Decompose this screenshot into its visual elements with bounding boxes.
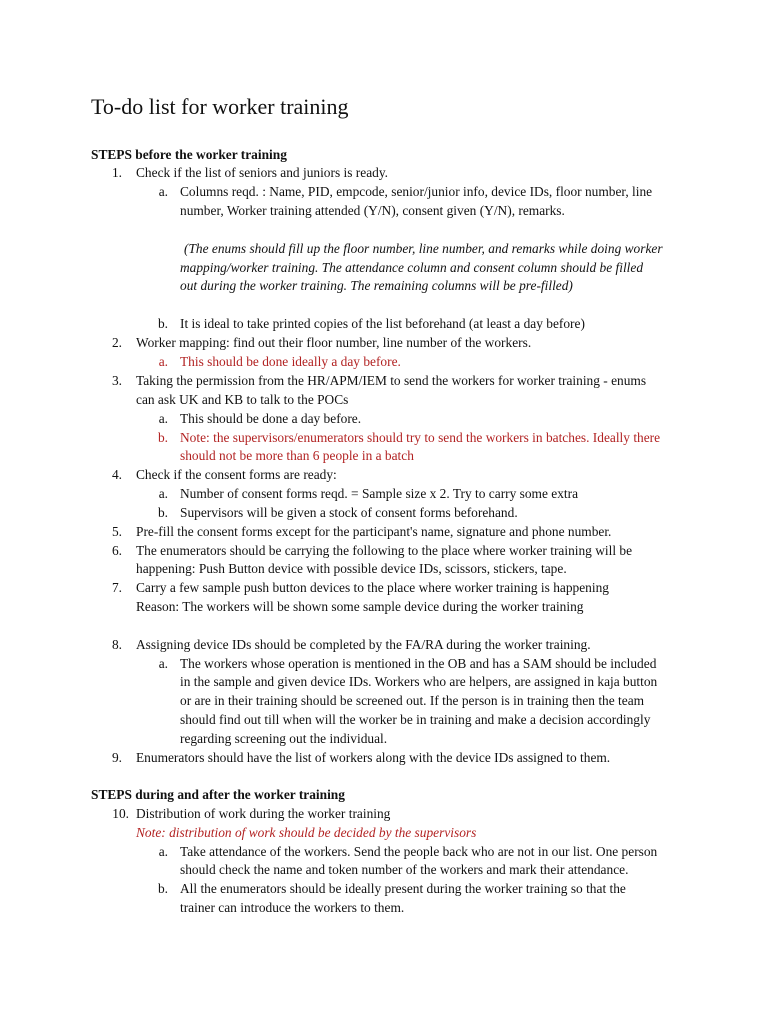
sub-item-text: All the enumerators should be ideally present during the worker training so that the bbox=[180, 881, 626, 896]
sub-item-text-red: Note: the supervisors/enumerators should try to send the workers in batches. Ideally there bbox=[180, 430, 661, 445]
list-item-text: Distribution of work during the worker training bbox=[136, 806, 391, 821]
list-number: 9. bbox=[111, 750, 122, 765]
list-item-text: Reason: The workers will be shown some sample device during the worker training bbox=[136, 599, 584, 614]
list-number: 5. bbox=[111, 524, 122, 539]
sub-item-text: Columns reqd. : Name, PID, empcode, senior/junior info, device IDs, floor number, line bbox=[180, 184, 653, 199]
sub-item-text: regarding screening out the individual. bbox=[180, 731, 388, 746]
list-item-text: The enumerators should be carrying the following to the place where worker training will be bbox=[136, 543, 633, 558]
sub-item-letter: b. bbox=[157, 505, 168, 520]
sub-item-text: or are in their training should be screened out. If the person is in training then the team bbox=[180, 693, 645, 708]
list-item-text: can ask UK and KB to talk to the POCs bbox=[136, 392, 349, 407]
sub-item-text: Take attendance of the workers. Send the people back who are not in our list. One person bbox=[180, 844, 658, 859]
italic-note: (The enums should fill up the floor number, line number, and remarks while doing worker bbox=[184, 241, 663, 256]
sub-item-letter: a. bbox=[158, 354, 168, 369]
list-number: 6. bbox=[111, 543, 122, 558]
list-number: 2. bbox=[111, 335, 122, 350]
list-number: 10. bbox=[112, 806, 129, 821]
list-item-text: happening: Push Button device with possible device IDs, scissors, stickers, tape. bbox=[136, 561, 567, 576]
sub-item-text: This should be done a day before. bbox=[180, 411, 362, 426]
sub-item-letter: a. bbox=[158, 184, 168, 199]
italic-note: mapping/worker training. The attendance column and consent column should be filled bbox=[180, 260, 644, 275]
sub-item-text: The workers whose operation is mentioned in the OB and has a SAM should be included bbox=[180, 656, 657, 671]
italic-note-red: Note: distribution of work should be decided by the supervisors bbox=[136, 825, 477, 840]
section-heading-before: STEPS before the worker training bbox=[91, 147, 287, 162]
list-number: 4. bbox=[111, 467, 122, 482]
sub-item-letter: a. bbox=[158, 844, 168, 859]
list-item-text: Taking the permission from the HR/APM/IEM to send the workers for worker training - enums bbox=[136, 373, 647, 388]
sub-item-letter: b. bbox=[157, 881, 168, 896]
list-item-text: Check if the consent forms are ready: bbox=[136, 467, 337, 482]
sub-item-letter: a. bbox=[158, 486, 168, 501]
list-item-text: Assigning device IDs should be completed by the FA/RA during the worker training. bbox=[136, 637, 591, 652]
sub-item-letter: a. bbox=[158, 656, 168, 671]
list-item-text: Check if the list of seniors and juniors is ready. bbox=[136, 165, 389, 180]
document-title: To-do list for worker training bbox=[91, 94, 349, 119]
sub-item-text: in the sample and given device IDs. Workers who are helpers, are assigned in kaja button bbox=[180, 674, 658, 689]
list-number: 7. bbox=[111, 580, 122, 595]
list-item-text: Carry a few sample push button devices to the place where worker training is happening bbox=[136, 580, 609, 595]
sub-item-text: Number of consent forms reqd. = Sample size x 2. Try to carry some extra bbox=[180, 486, 579, 501]
list-item-text: Enumerators should have the list of workers along with the device IDs assigned to them. bbox=[136, 750, 611, 765]
list-item-text: Worker mapping: find out their floor number, line number of the workers. bbox=[136, 335, 532, 350]
italic-note: out during the worker training. The remaining columns will be pre-filled) bbox=[180, 278, 573, 293]
sub-item-text: should check the name and token number of the workers and mark their attendance. bbox=[180, 862, 629, 877]
sub-item-text-red: should not be more than 6 people in a batch bbox=[180, 448, 414, 463]
sub-item-text: Supervisors will be given a stock of consent forms beforehand. bbox=[180, 505, 518, 520]
sub-item-letter: b. bbox=[157, 430, 168, 445]
sub-item-text-red: This should be done ideally a day before. bbox=[180, 354, 401, 369]
sub-item-letter: a. bbox=[158, 411, 168, 426]
list-number: 8. bbox=[111, 637, 122, 652]
list-number: 3. bbox=[111, 373, 122, 388]
list-item-text: Pre-fill the consent forms except for the participant's name, signature and phone number. bbox=[136, 524, 612, 539]
sub-item-letter: b. bbox=[157, 316, 168, 331]
sub-item-text: should find out till when will the worker be in training and make a decision accordingly bbox=[180, 712, 651, 727]
sub-item-text: number, Worker training attended (Y/N), consent given (Y/N), remarks. bbox=[180, 203, 565, 218]
list-number: 1. bbox=[111, 165, 122, 180]
section-heading-during: STEPS during and after the worker training bbox=[91, 787, 345, 802]
sub-item-text: It is ideal to take printed copies of the list beforehand (at least a day before) bbox=[180, 316, 585, 331]
sub-item-text: trainer can introduce the workers to them. bbox=[180, 900, 405, 915]
